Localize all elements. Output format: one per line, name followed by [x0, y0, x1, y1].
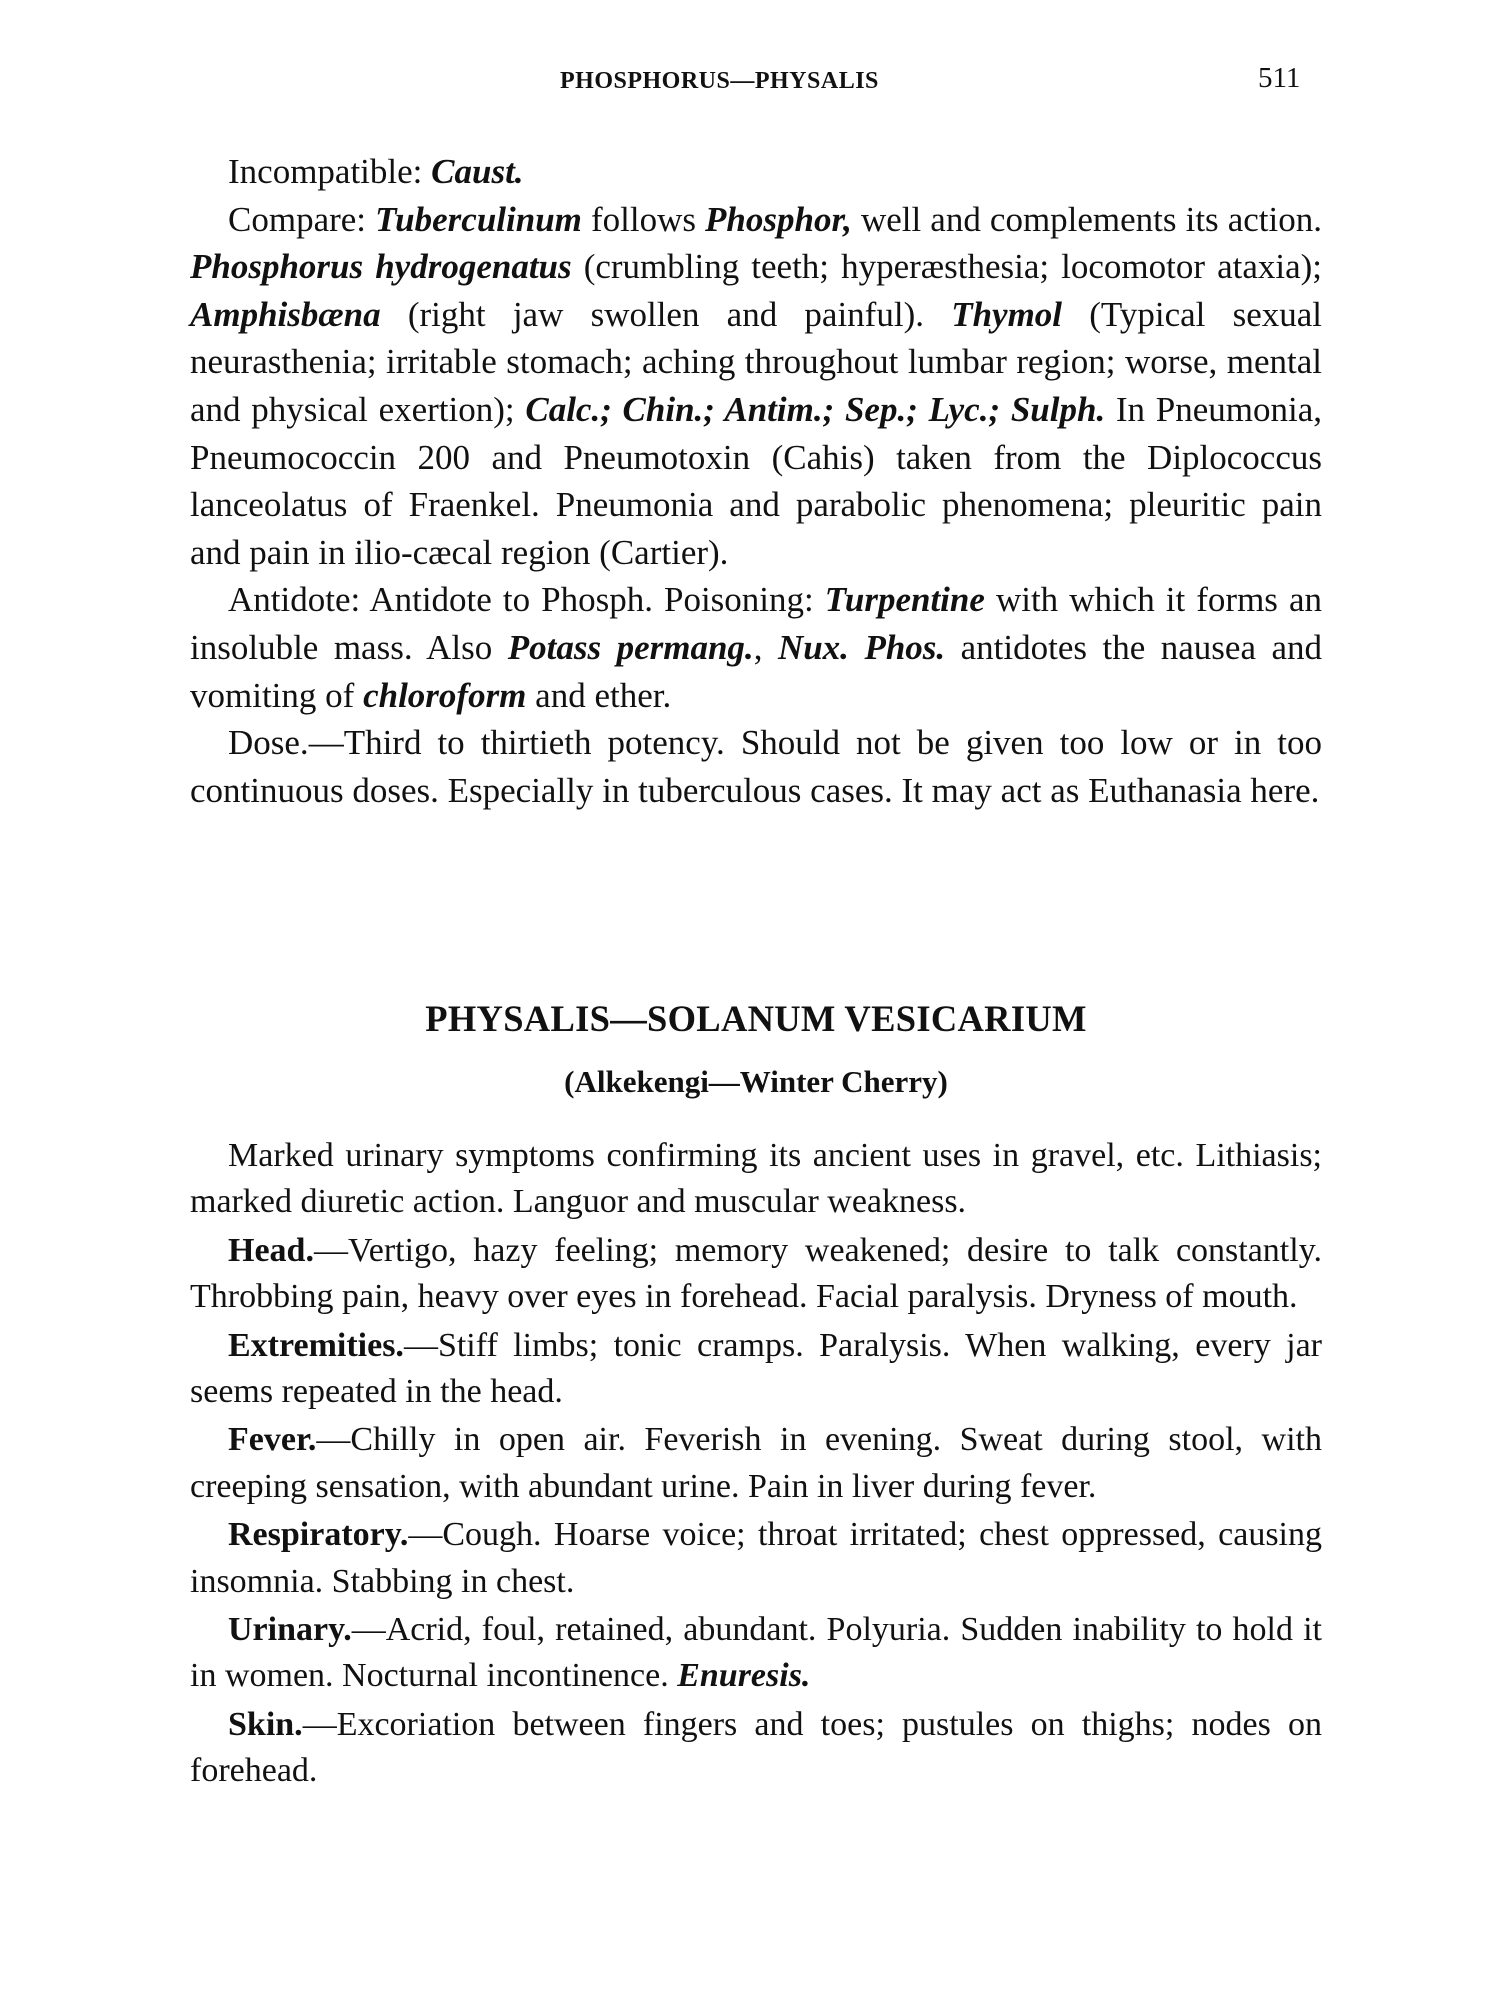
head-text: —Vertigo, hazy feeling; memory weakened; desire to talk constantly. Throbbing pain, heavy over eyes in forehead. Facial paralysis. Dryness of mouth. — [190, 1231, 1322, 1316]
respiratory-text: —Cough. Hoarse voice; throat irritated; chest oppressed, causing insomnia. Stabbing in chest. — [190, 1516, 1322, 1600]
skin-text: —Excoriation between fingers and toes; pustules on thighs; nodes on forehead. — [190, 1705, 1322, 1790]
remedy-name: Nux. — [777, 627, 849, 667]
paragraph-text: and ether. — [526, 675, 672, 715]
incompatible-label: Incompatible: — [228, 152, 432, 191]
incompatible-paragraph — [190, 148, 1322, 196]
remedy-name: Turpentine — [824, 580, 985, 620]
remedy-name: Phosphorus hydrogenatus — [190, 247, 572, 287]
antidote-paragraph — [190, 576, 1322, 719]
paragraph-text: antidotes the nausea and vomiting of — [190, 627, 1322, 715]
dose-label: Dose. — [228, 723, 309, 763]
head-label: Head. — [228, 1231, 314, 1269]
compare-label: Compare: — [228, 199, 376, 239]
compare-paragraph — [190, 196, 1322, 577]
remedy-name: Calc.; Chin.; Antim.; Sep.; Lyc.; Sulph. — [525, 389, 1106, 429]
paragraph-text: , — [753, 627, 778, 667]
remedy-name: Thymol — [951, 294, 1063, 334]
phosphorus-continuation — [190, 148, 1322, 814]
paragraph-text: follows — [581, 199, 706, 239]
paragraph-text: (right jaw swollen and painful). — [380, 294, 952, 334]
skin-paragraph — [190, 1702, 1322, 1795]
paragraph-text: (Typical sexual neurasthenia; irritable stomach; aching throughout lumbar region; worse, mental and physical exertion); — [190, 294, 1322, 429]
paragraph-text: Antidote to Phosph. Poisoning: — [369, 580, 825, 620]
skin-label: Skin. — [228, 1705, 303, 1743]
section-subheading: (Alkekengi—Winter Cherry) — [564, 1064, 948, 1099]
extremities-label: Extremities. — [228, 1326, 404, 1364]
respiratory-label: Respiratory. — [228, 1516, 409, 1554]
paragraph-text — [849, 628, 865, 667]
head-paragraph — [190, 1228, 1322, 1321]
extremities-text: —Stiff limbs; tonic cramps. Paralysis. When walking, every jar seems repeated in the head. — [190, 1326, 1322, 1411]
urinary-paragraph — [190, 1607, 1322, 1700]
antidote-label: Antidote: — [228, 580, 370, 620]
running-head: PHOSPHORUS—PHYSALIS — [560, 68, 879, 94]
incompatible-value: Caust. — [431, 152, 524, 191]
fever-label: Fever. — [228, 1421, 317, 1459]
remedy-name: Phos. — [864, 627, 946, 667]
paragraph-text: In Pneumonia, Pneumococcin 200 and Pneumotoxin (Cahis) taken from the Diplococcus lanceolatus of Fraenkel. Pneumonia and parabolic phenomena; pleuritic pain and pain in ilio-cæcal region (Cartier). — [190, 389, 1322, 572]
section-heading: PHYSALIS—SOLANUM VESICARIUM — [425, 998, 1087, 1039]
paragraph-text: well and complements its action. — [851, 199, 1322, 239]
paragraph-text: (crumbling teeth; hyperæsthesia; locomotor ataxia); — [571, 247, 1322, 287]
fever-text: —Chilly in open air. Feverish in evening. Sweat during stool, with creeping sensation, with abundant urine. Pain in liver during fever. — [190, 1421, 1322, 1505]
respiratory-paragraph — [190, 1512, 1322, 1605]
remedy-name: Amphisbæna — [190, 294, 381, 334]
remedy-name: Phosphor, — [705, 199, 852, 239]
fever-paragraph — [190, 1417, 1322, 1510]
urinary-text: —Acrid, foul, retained, abundant. Polyuria. Sudden inability to hold it in women. Nocturnal incontinence. — [190, 1611, 1322, 1695]
paragraph-text: with which it forms an insoluble mass. Also — [190, 580, 1322, 667]
remedy-name: chloroform — [363, 675, 527, 715]
dose-text: —Third to thirtieth potency. Should not be given too low or in too continuous doses. Especially in tuberculous cases. It may act as Euthanasia here. — [190, 723, 1322, 810]
urinary-label: Urinary. — [228, 1611, 352, 1649]
dose-paragraph — [190, 719, 1322, 814]
remedy-name: Tuberculinum — [375, 199, 582, 239]
intro-paragraph: Marked urinary symptoms confirming its ancient uses in gravel, etc. Lithiasis; marked diuretic action. Languor and muscular weakness. — [190, 1137, 1322, 1221]
extremities-paragraph — [190, 1323, 1322, 1416]
remedy-name: Potass permang. — [507, 627, 754, 667]
page-number: 511 — [1258, 62, 1301, 94]
urinary-italic: Enuresis. — [677, 1657, 811, 1695]
physalis-section — [190, 1133, 1322, 1795]
